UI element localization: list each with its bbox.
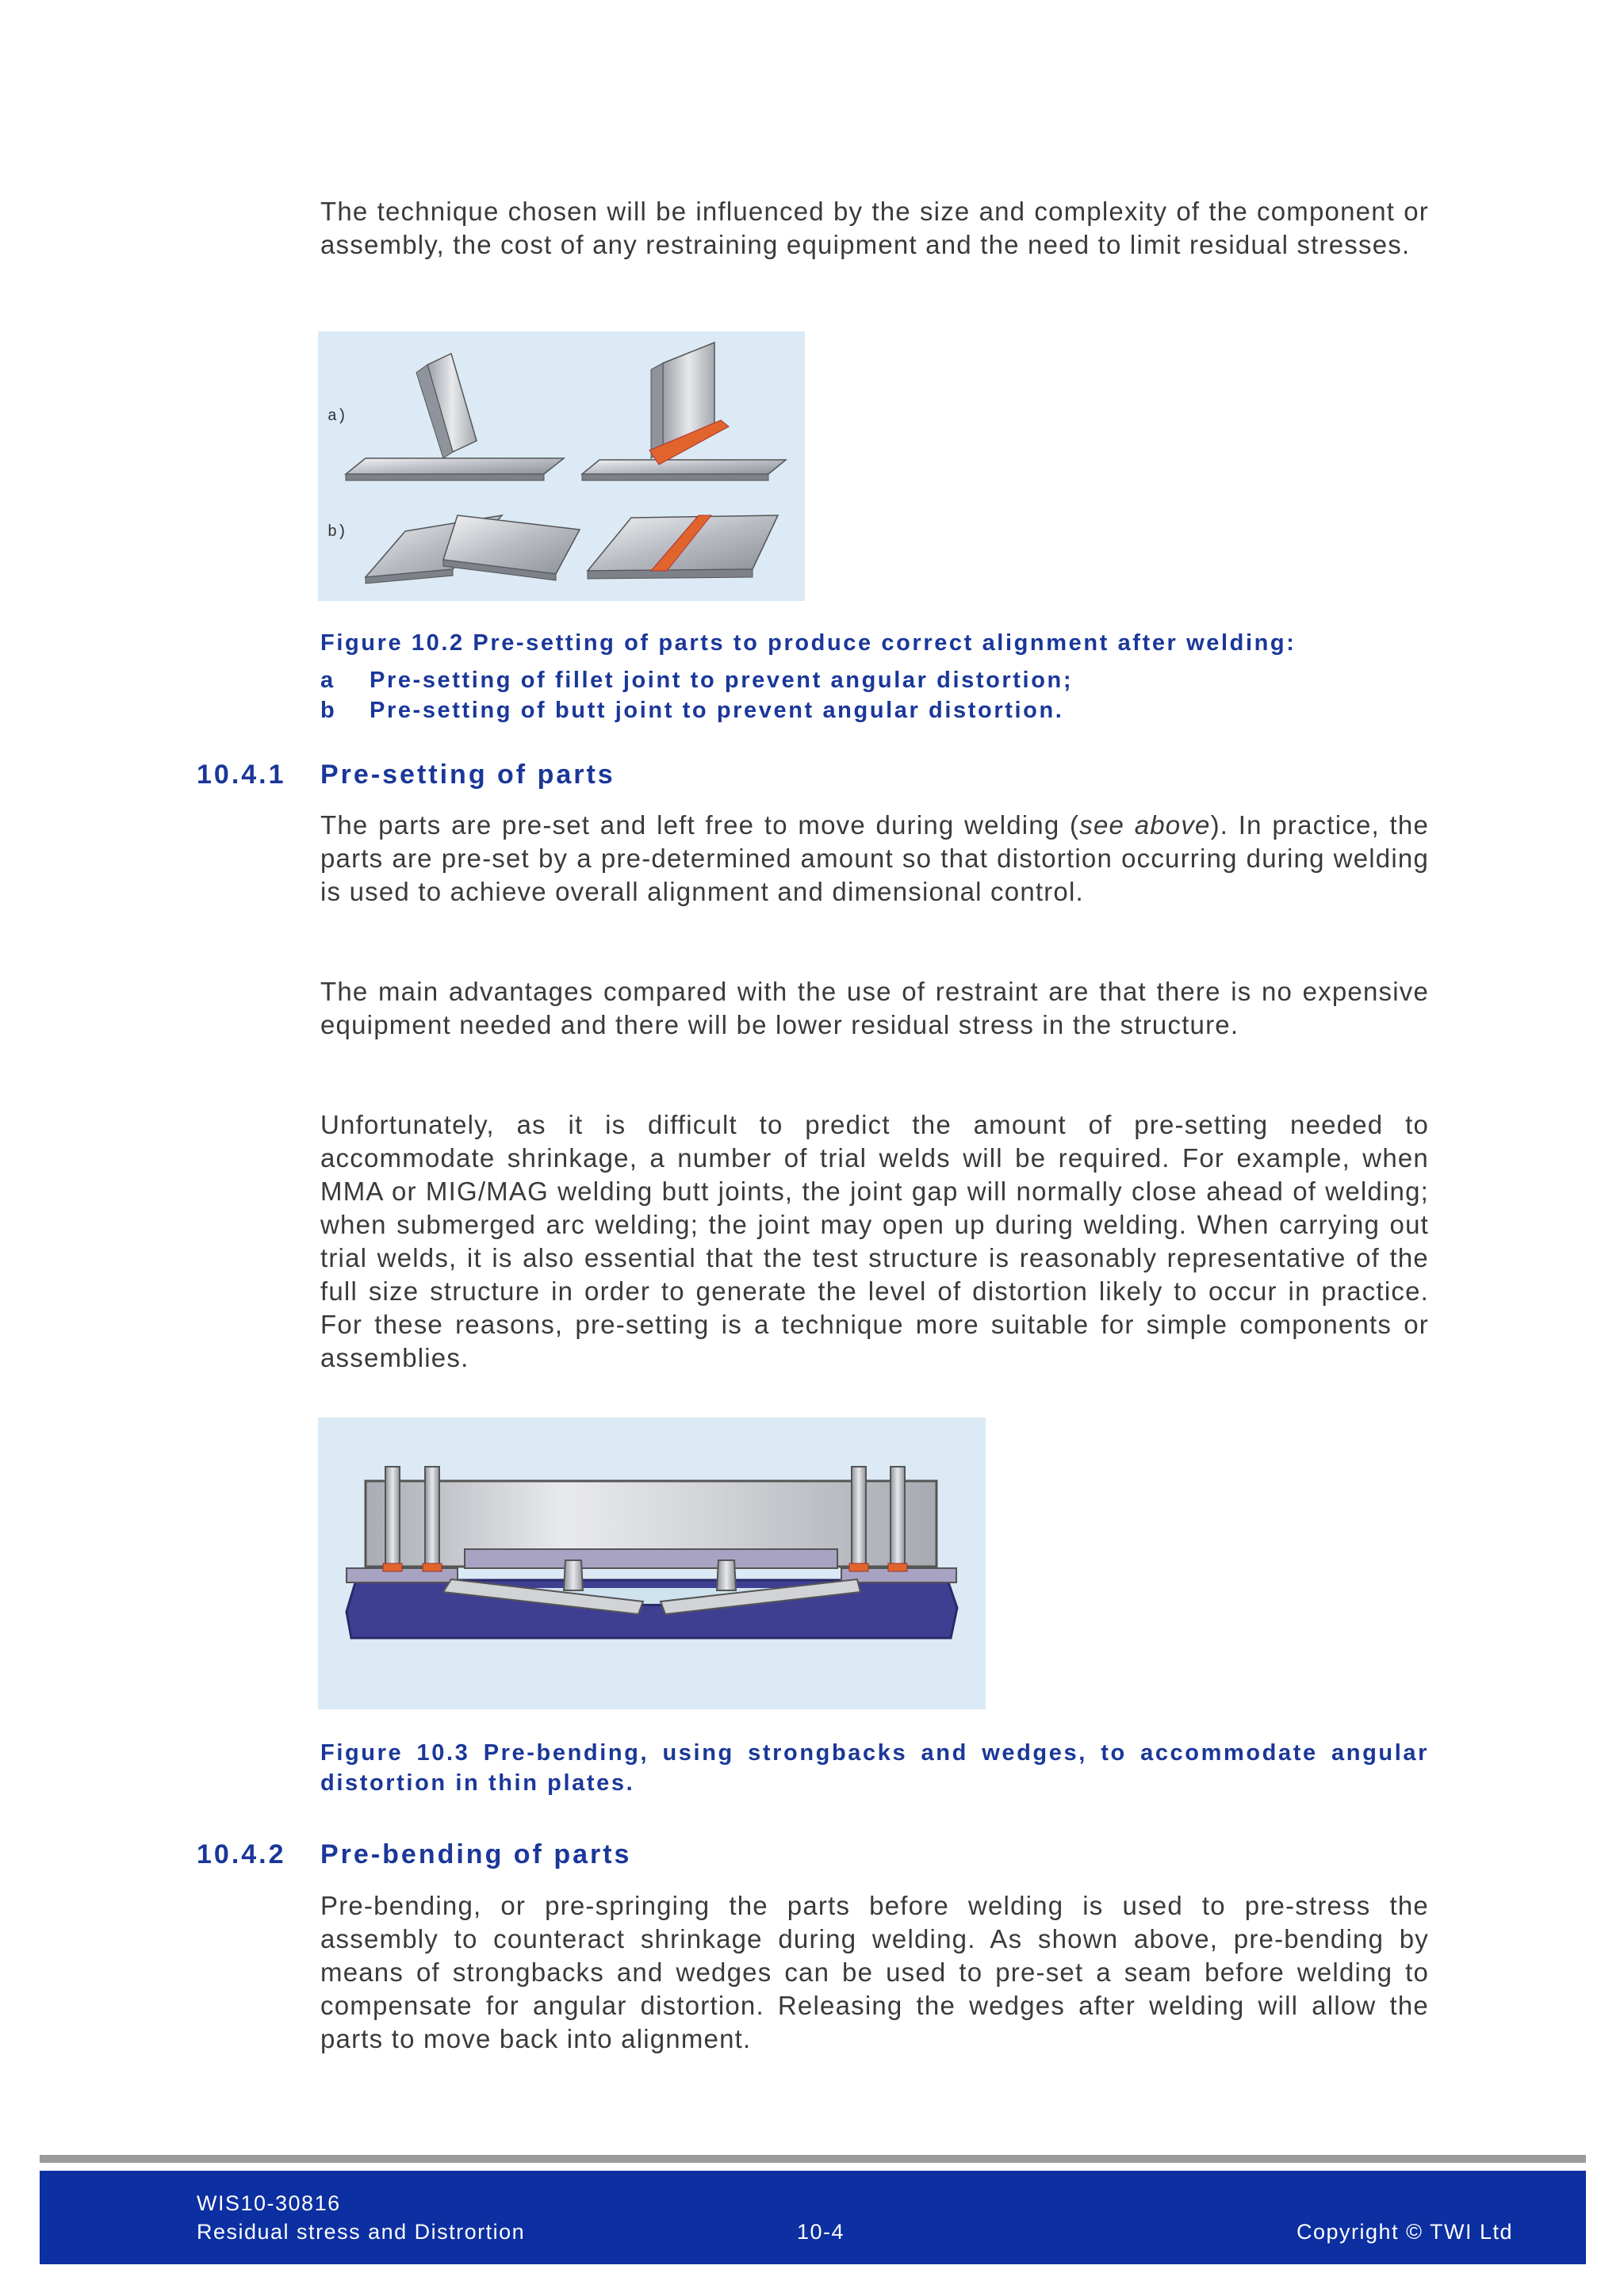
footer-divider (40, 2155, 1586, 2163)
figure-10-3-image (318, 1418, 986, 1709)
left-wedge (564, 1560, 583, 1590)
fillet-preset-before (346, 354, 564, 480)
butt-preset-before (366, 515, 580, 584)
presetting-paragraph-1: The parts are pre-set and left free to move during welding (see above). In practice, the parts are pre-set by a pre-determined amount so that distortion occurring during welding is used to achieve overall alignment and dimensional control. (320, 810, 1429, 906)
prebending-diagram (318, 1418, 986, 1709)
butt-welded (588, 515, 778, 579)
footer-doc-id: WIS10-30816 (197, 2191, 341, 2215)
prebending-paragraph: Pre-bending, or pre-springing the parts before welding is used to pre-stress the assembly to counteract shrinkage during welding. As shown above, pre-bending by means of strongbacks and wedges can be used to pre-set a seam before welding to compensate for angular distortion. Releasing the wedges after welding will allow the parts to move back into alignment. (320, 1891, 1429, 2053)
figure-10-2-item-b: b Pre-setting of butt joint to prevent angular distortion. (320, 698, 1064, 723)
right-wedge (717, 1560, 736, 1590)
page-footer (40, 2171, 1586, 2264)
section-heading-10-4-1: 10.4.1 Pre-setting of parts (197, 760, 615, 790)
section-heading-10-4-2: 10.4.2 Pre-bending of parts (197, 1839, 632, 1869)
presetting-paragraph-3: Unfortunately, as it is difficult to predict the amount of pre-setting needed to accommodate shrinkage, a number of trial welds will be required. For example, when MMA or MIG/MAG welding butt joints, the joint gap will normally close ahead of welding; when submerged arc welding; the joint may open up during welding. When carrying out trial welds, it is also essential that the test structure is reasonably representative of the full size structure in order to generate the level of distortion likely to occur in practice. For these reasons, pre-setting is a technique more suitable for simple components or assemblies. (320, 1110, 1429, 1372)
figure-10-2-image (318, 331, 805, 601)
footer-copyright: Copyright © TWI Ltd (1297, 2220, 1513, 2244)
intro-paragraph: The technique chosen will be influenced by the size and complexity of the component or assembly, the cost of any restraining equipment and the need to limit residual stresses. (320, 197, 1429, 259)
footer-page-number: 10-4 (797, 2220, 845, 2244)
figure-10-2-item-a: a Pre-setting of fillet joint to prevent angular distortion; (320, 668, 1074, 693)
footer-title: Residual stress and Distrortion (197, 2220, 526, 2244)
fillet-welded (582, 342, 786, 480)
figure-10-2-caption: Figure 10.2 Pre-setting of parts to produce correct alignment after welding: (320, 630, 1297, 656)
label-b: b) (327, 523, 347, 541)
presetting-paragraph-2: The main advantages compared with the use of restraint are that there is no expensive equipment needed and there will be lower residual stress in the structure. (320, 977, 1429, 1039)
presetting-diagram (318, 331, 805, 601)
label-a: a) (327, 408, 347, 426)
figure-10-3-caption: Figure 10.3 Pre-bending, using strongbacks and wedges, to accommodate angular distortion in thin plates. (320, 1740, 1429, 1796)
